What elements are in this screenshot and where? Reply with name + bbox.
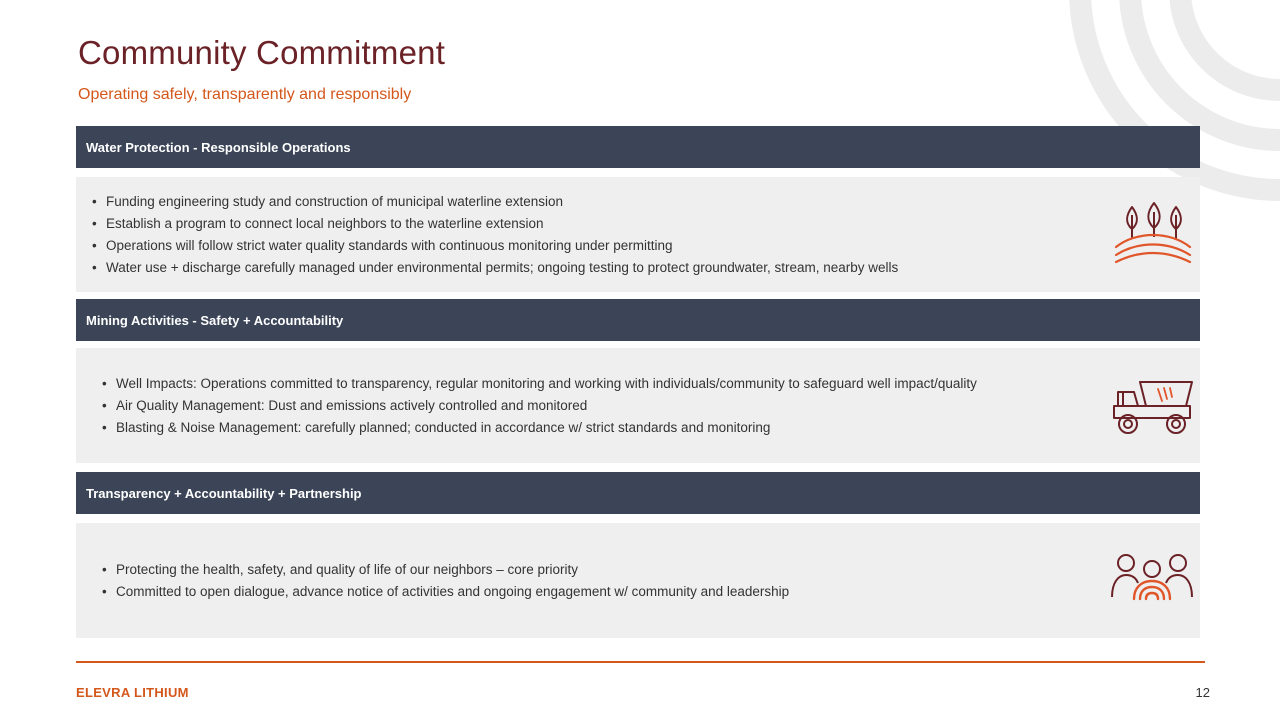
- page-subtitle: Operating safely, transparently and responsibly: [78, 86, 412, 103]
- page-number: 12: [1195, 685, 1210, 700]
- list-item: • Blasting & Noise Management: carefully planned; conducted in accordance w/ strict standards and monitoring: [102, 417, 1200, 439]
- trees-landscape-icon: [1110, 201, 1194, 265]
- list-item: • Funding engineering study and construction of municipal waterline extension: [92, 191, 1200, 213]
- section-content-water-protection: [76, 177, 1200, 292]
- list-item: • Well Impacts: Operations committed to transparency, regular monitoring and working with individuals/community to safeguard well impact/quality: [102, 373, 1200, 395]
- bullet-list: [76, 373, 1200, 439]
- list-item: • Air Quality Management: Dust and emissions actively controlled and monitored: [102, 395, 1200, 417]
- list-item: • Water use + discharge carefully managed under environmental permits; ongoing testing to protect groundwater, stream, nearby wells: [92, 257, 1200, 279]
- section-content-mining-activities: [76, 348, 1200, 463]
- footer-divider: [76, 661, 1205, 663]
- section-header-water-protection: Water Protection - Responsible Operations: [76, 126, 1200, 168]
- bullet-list: [76, 559, 1200, 603]
- list-item: • Operations will follow strict water quality standards with continuous monitoring under permitting: [92, 235, 1200, 257]
- mining-truck-icon: [1110, 374, 1194, 438]
- section-header-transparency: Transparency + Accountability + Partnership: [76, 472, 1200, 514]
- brand-name: ELEVRA LITHIUM: [76, 685, 189, 700]
- section-content-transparency: [76, 523, 1200, 638]
- section-header-mining-activities: Mining Activities - Safety + Accountability: [76, 299, 1200, 341]
- list-item: • Committed to open dialogue, advance notice of activities and ongoing engagement w/ community and leadership: [102, 581, 1200, 603]
- list-item: • Establish a program to connect local neighbors to the waterline extension: [92, 213, 1200, 235]
- bullet-list: [76, 191, 1200, 279]
- page-title: Community Commitment: [78, 34, 446, 71]
- list-item: • Protecting the health, safety, and quality of life of our neighbors – core priority: [102, 559, 1200, 581]
- community-people-icon: [1110, 549, 1194, 613]
